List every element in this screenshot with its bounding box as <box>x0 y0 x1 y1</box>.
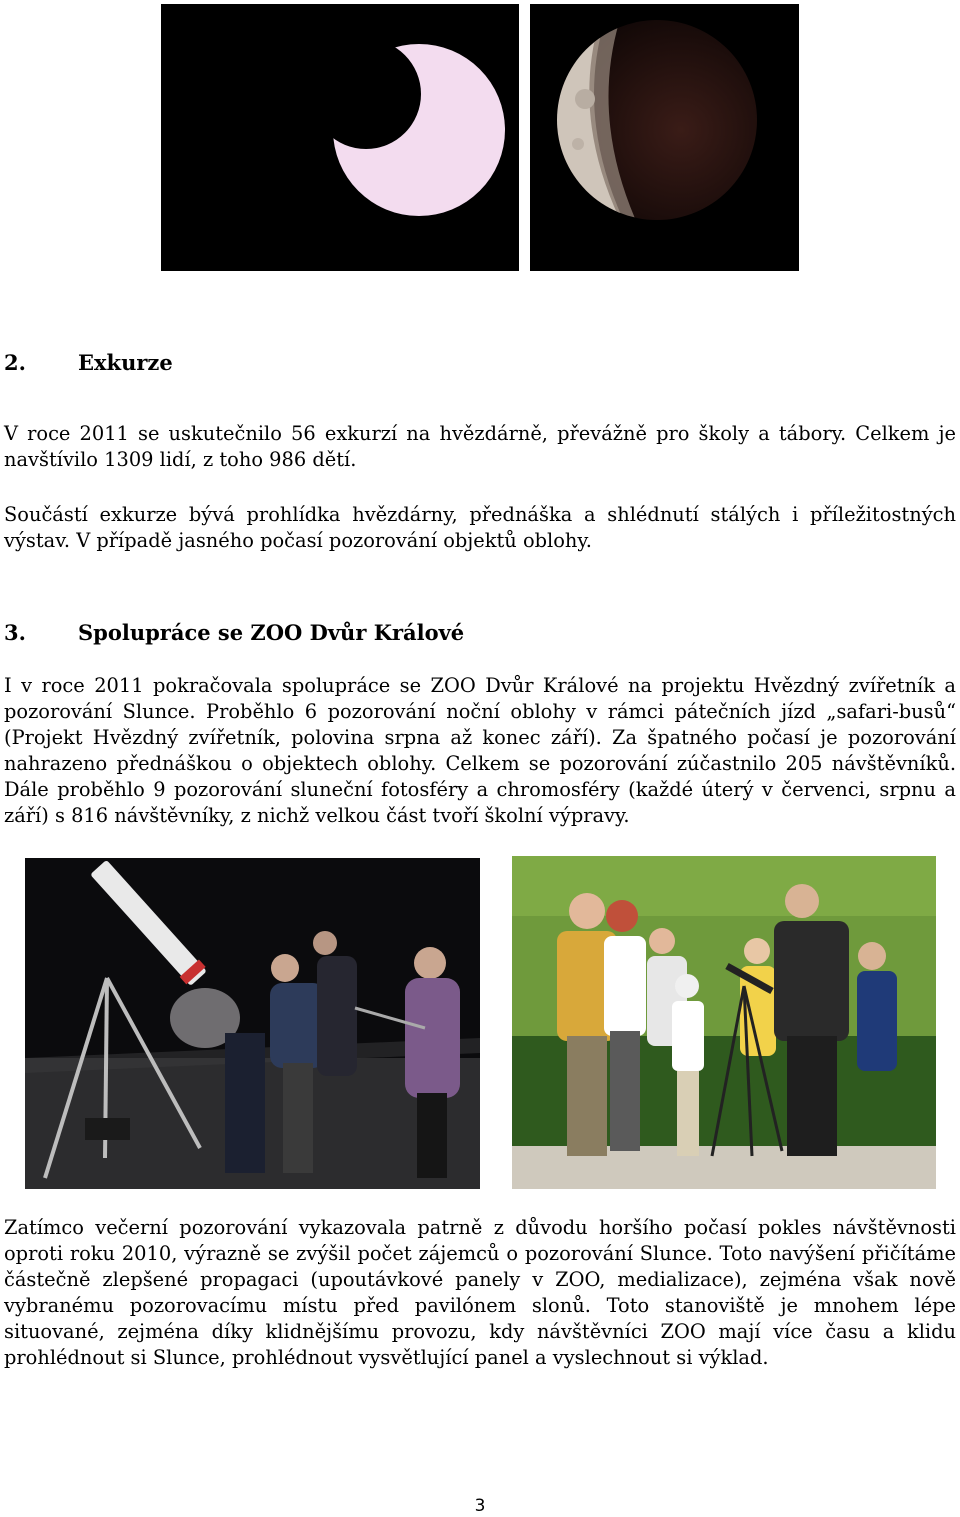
section-number: 3. <box>4 620 26 645</box>
lunar-eclipse-image <box>530 4 799 271</box>
section-heading-exkurze <box>4 350 173 376</box>
photo-lunar-eclipse <box>530 4 799 271</box>
page-number: 3 <box>474 1496 486 1516</box>
photo-night-observation <box>25 858 480 1189</box>
paragraph-attendance-trend: Zatímco večerní pozorování vykazovala patrně z důvodu horšího počasí pokles návštěvnosti oproti roku 2010, výrazně se zvýšil počet zájemců o pozorování Slunce. Toto navýšení přičítáme částečně zlepšené propagaci (upoutávkové panely v ZOO, medializace), zejména však nově vybranému pozorovacímu místu před pavilónem slonů. Toto stanoviště je mnohem lépe situované, zejména díky klidnějšímu provozu, kdy návštěvníci ZOO mají více času a klidu prohlédnout si Slunce, prohlédnout vysvětlující panel a vyslechnout si výklad. <box>4 1216 956 1369</box>
section-title: Spolupráce se ZOO Dvůr Králové <box>78 620 465 645</box>
section-number: 2. <box>4 350 26 375</box>
paragraph-excursions-count: V roce 2011 se uskutečnilo 56 exkurzí na hvězdárně, převážně pro školy a tábory. Celkem je navštívilo 1309 lidí, z toho 986 dětí. <box>4 422 956 471</box>
solar-eclipse-image <box>161 4 519 271</box>
paragraph-zoo-cooperation: I v roce 2011 pokračovala spolupráce se ZOO Dvůr Králové na projektu Hvězdný zvířetník a pozorování Slunce. Proběhlo 6 pozorování noční oblohy v rámci pátečních jízd „safari-busů“ (Projekt Hvězdný zvířetník, polovina srpna až konec září). Za špatného počasí je pozorování nahrazeno přednáškou o objektech oblohy. Celkem se pozorování zúčastnilo 205 návštěvníků. Dále proběhlo 9 pozorování sluneční fotosféry a chromosféry (každé úterý v červenci, srpnu a září) s 816 návštěvníky, z nichž velkou část tvoří školní výpravy. <box>4 674 956 827</box>
section-title: Exkurze <box>78 350 173 375</box>
paragraph-excursions-content: Součástí exkurze bývá prohlídka hvězdárny, přednáška a shlédnutí stálých i příležitostných výstav. V případě jasného počasí pozorování objektů oblohy. <box>4 503 956 552</box>
photo-partial-solar-eclipse <box>161 4 519 271</box>
photo-solar-observation <box>512 856 936 1189</box>
night-observation-image <box>25 858 480 1189</box>
solar-observation-image <box>512 856 936 1189</box>
section-heading-zoo-cooperation <box>4 620 464 646</box>
